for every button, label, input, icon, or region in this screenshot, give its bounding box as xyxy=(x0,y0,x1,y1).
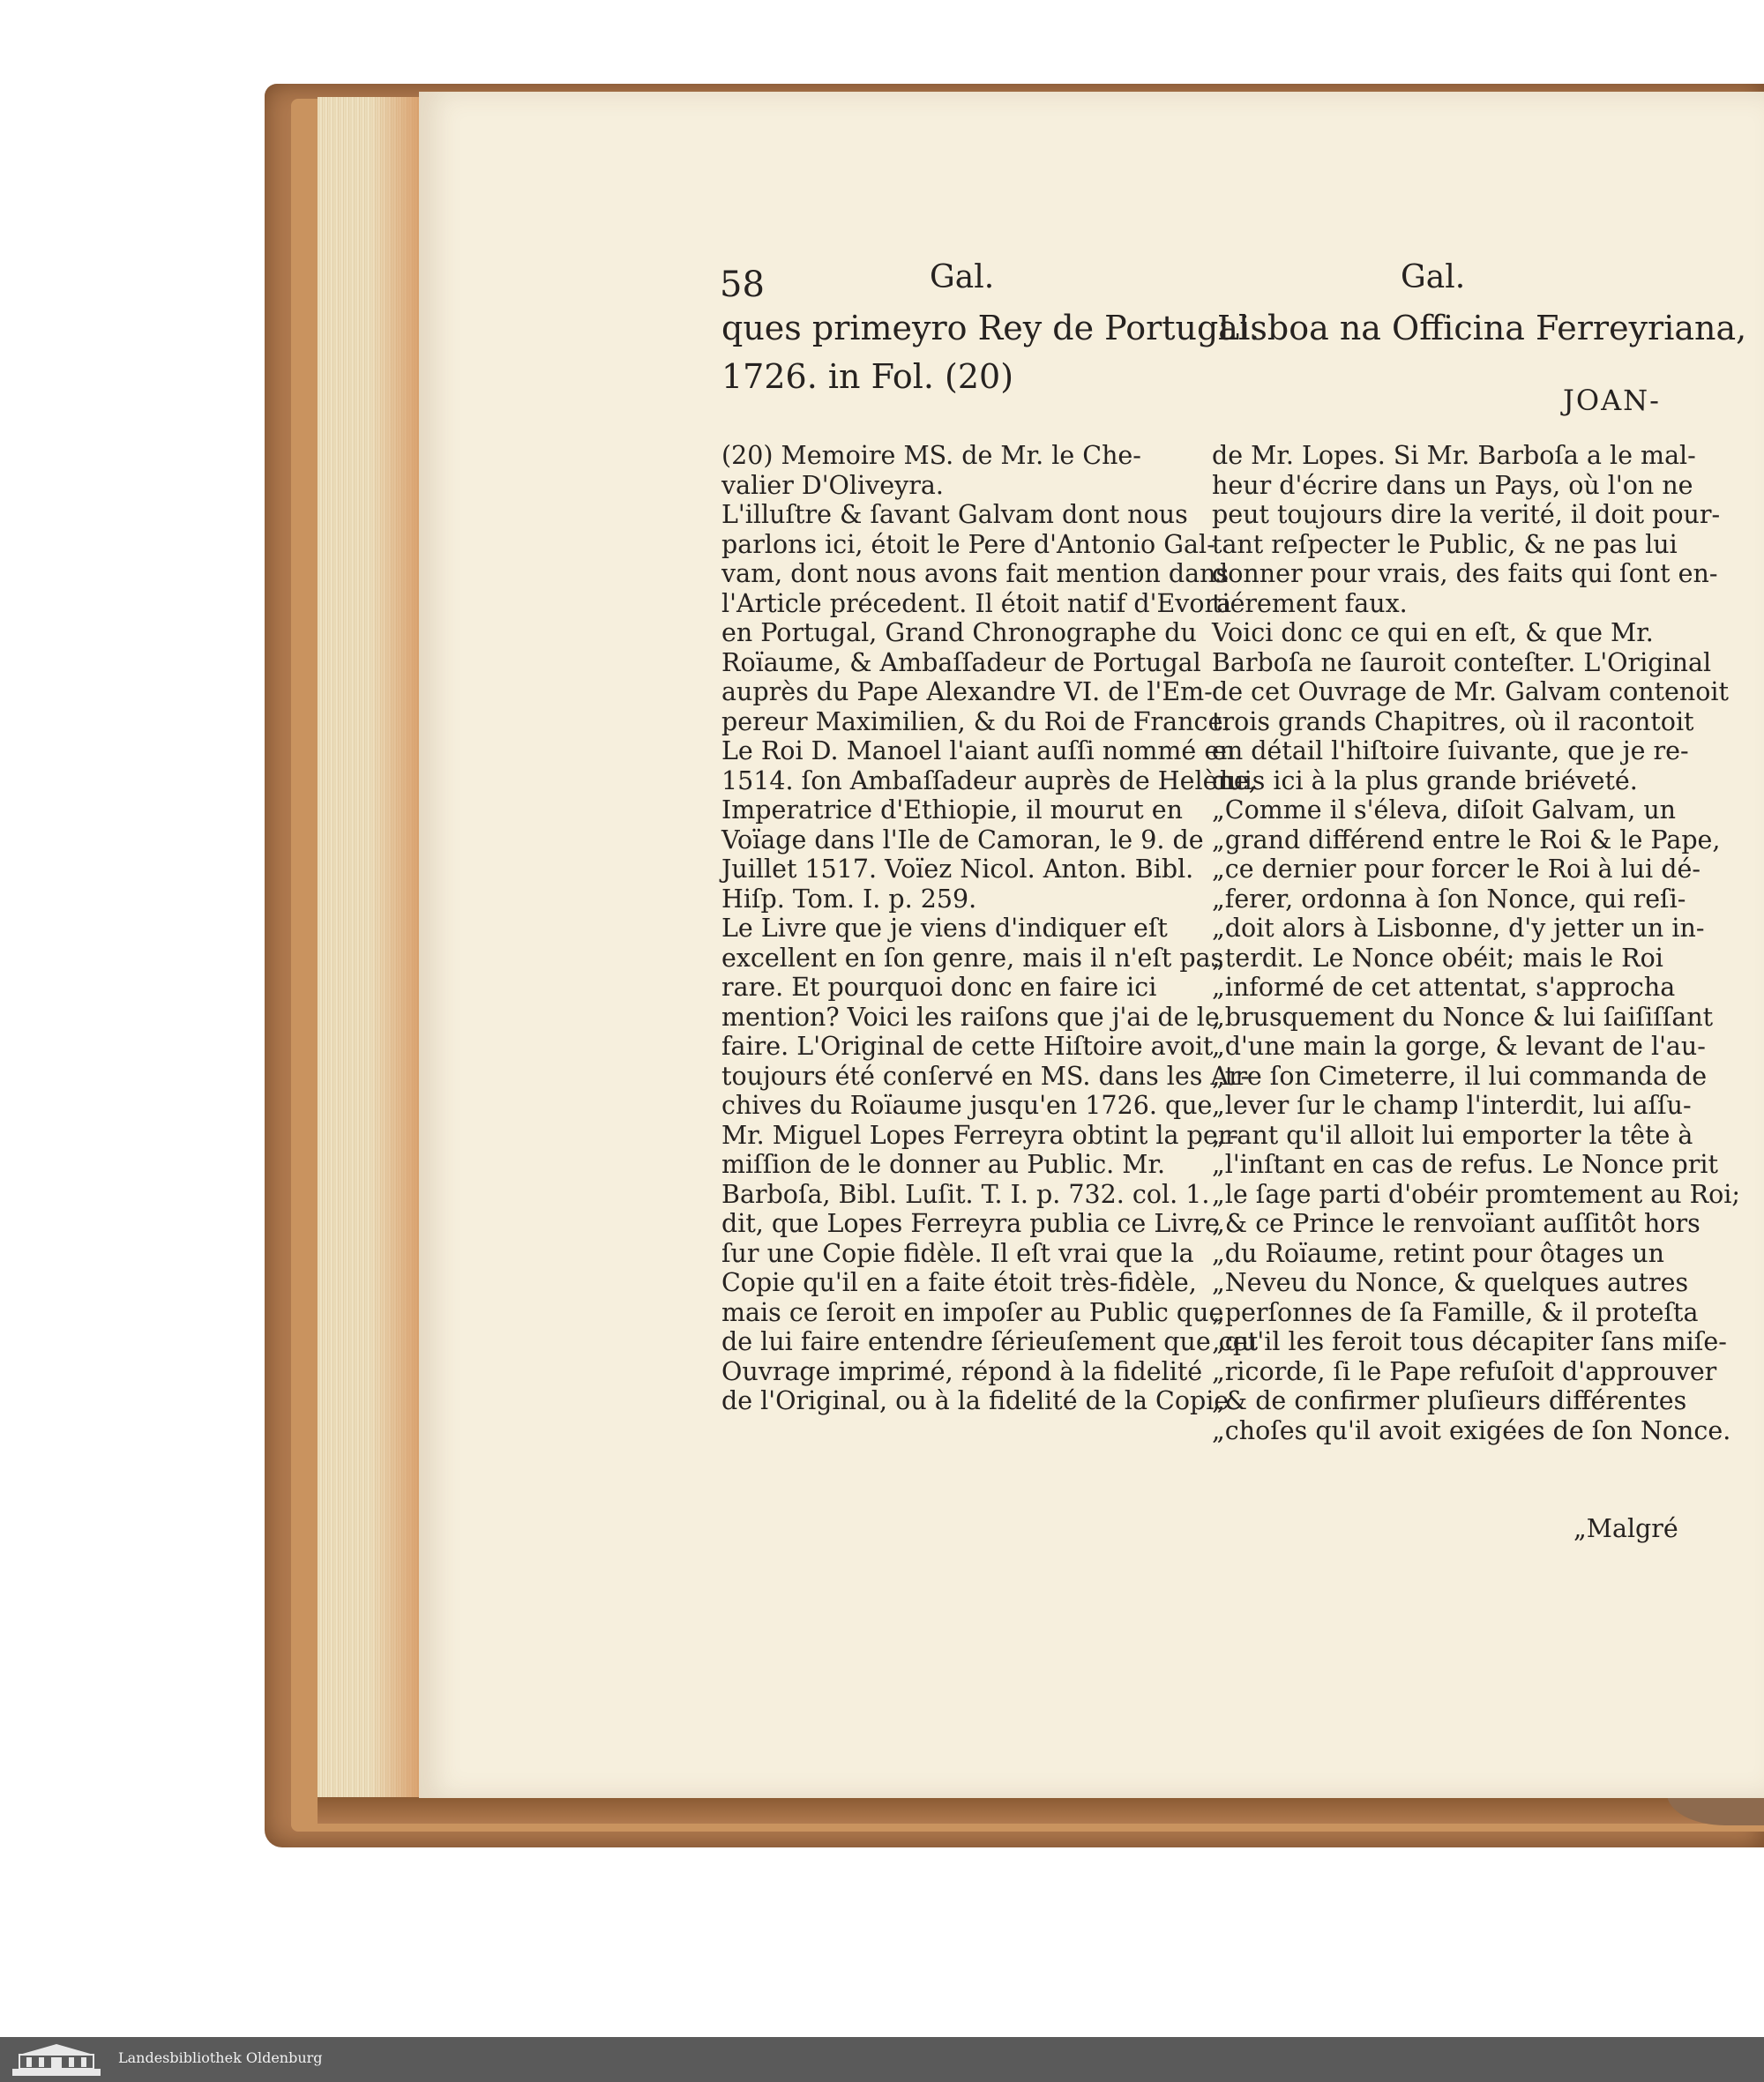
text-line: toujours été conſervé en MS. dans les Ar- xyxy=(721,1061,1250,1091)
text-line: „perſonnes de ſa Famille, & il proteſta xyxy=(1212,1297,1699,1327)
text-line: de l'Original, ou à la fidelité de la Copie xyxy=(721,1386,1230,1415)
text-line: vam, dont nous avons fait mention dans xyxy=(721,559,1230,588)
text-line: Juillet 1517. Voïez Nicol. Anton. Bibl. xyxy=(721,854,1194,884)
text-line: mais ce ſeroit en impoſer au Public que xyxy=(721,1297,1224,1327)
text-line: parlons ici, étoit le Pere d'Antonio Gal- xyxy=(721,529,1215,559)
text-line: Barboſa, Bibl. Luſit. T. I. p. 732. col. 1. xyxy=(721,1179,1210,1209)
text-line: de Mr. Lopes. Si Mr. Barboſa a le mal- xyxy=(1212,441,1696,470)
text-line: „Neveu du Nonce, & quelques autres xyxy=(1212,1268,1689,1297)
text-line: „l'inſtant en cas de refus. Le Nonce prit xyxy=(1212,1150,1718,1179)
cover-bottom-edge xyxy=(318,1797,1764,1824)
running-head-left: Gal. xyxy=(930,259,995,295)
library-footer-bar xyxy=(0,2037,1764,2082)
text-line: „le ſage parti d'obéir promtement au Roi; xyxy=(1212,1179,1741,1209)
text-line: valier D'Oliveyra. xyxy=(721,470,944,500)
text-line: mention? Voici les raiſons que j'ai de le xyxy=(721,1002,1220,1032)
text-line: Mr. Miguel Lopes Ferreyra obtint la per- xyxy=(721,1120,1238,1150)
text-line: „Comme il s'éleva, diſoit Galvam, un xyxy=(1212,795,1677,825)
text-line: chives du Roïaume jusqu'en 1726. que xyxy=(721,1091,1213,1120)
text-line: heur d'écrire dans un Pays, où l'on ne xyxy=(1212,470,1693,500)
text-line: de lui faire entendre ſérieuſement que cet xyxy=(721,1327,1259,1356)
text-line: „ce dernier pour forcer le Roi à lui dé- xyxy=(1212,854,1700,884)
text-line: „grand différend entre le Roi & le Pape, xyxy=(1212,825,1721,854)
text-line: „informé de cet attentat, s'approcha xyxy=(1212,973,1676,1002)
text-line: peut toujours dire la verité, il doit pour- xyxy=(1212,500,1721,529)
text-line: Hiſp. Tom. I. p. 259. xyxy=(721,884,977,914)
text-line: „ricorde, ſi le Pape refuſoit d'approuver xyxy=(1212,1356,1717,1386)
text-line: „qu'il les feroit tous décapiter ſans miſe- xyxy=(1212,1327,1727,1356)
text-line: Copie qu'il en a faite étoit très-fidèle, xyxy=(721,1268,1197,1297)
text-line: Voici donc ce qui en eſt, & que Mr. xyxy=(1212,618,1654,647)
text-line: „du Roïaume, retint pour ôtages un xyxy=(1212,1238,1664,1268)
title-line-2: 1726. in Fol. (20) xyxy=(721,357,1014,396)
text-line: tiérement faux. xyxy=(1212,588,1408,618)
text-line: miſſion de le donner au Public. Mr. xyxy=(721,1150,1166,1179)
text-line: „doit alors à Lisbonne, d'y jetter un in- xyxy=(1212,914,1705,943)
text-line: „tre ſon Cimeterre, il lui commanda de xyxy=(1212,1061,1708,1091)
text-line: en détail l'hiſtoire ſuivante, que je re- xyxy=(1212,736,1689,765)
text-line: Ouvrage imprimé, répond à la fidelité xyxy=(721,1356,1203,1386)
text-line: „choſes qu'il avoit exigées de ſon Nonce. xyxy=(1212,1415,1731,1445)
text-line: faire. L'Original de cette Hiſtoire avoit xyxy=(721,1032,1214,1061)
text-line: rare. Et pourquoi donc en faire ici xyxy=(721,973,1157,1002)
right-column xyxy=(1212,441,1741,1445)
text-line: pereur Maximilien, & du Roi de France. xyxy=(721,706,1231,736)
text-line: „terdit. Le Nonce obéit; mais le Roi xyxy=(1212,943,1663,973)
text-line: Imperatrice d'Ethiopie, il mourut en xyxy=(721,795,1183,825)
text-line: Le Livre que je viens d'indiquer eſt xyxy=(721,914,1168,943)
text-line: (20) Memoire MS. de Mr. le Che- xyxy=(721,441,1141,470)
text-line: tant reſpecter le Public, & ne pas lui xyxy=(1212,529,1678,559)
page-edge-shade xyxy=(370,97,423,1799)
text-line: auprès du Pape Alexandre VI. de l'Em- xyxy=(721,677,1213,706)
text-line: Roïaume, & Ambaſſadeur de Portugal xyxy=(721,647,1201,677)
text-line: l'Article précedent. Il étoit natif d'Evora xyxy=(721,588,1232,618)
text-line: L'illuſtre & ſavant Galvam dont nous xyxy=(721,500,1188,529)
library-building-icon xyxy=(11,2042,103,2078)
text-line: en Portugal, Grand Chronographe du xyxy=(721,618,1197,647)
text-line: excellent en ſon genre, mais il n'eſt pas xyxy=(721,943,1224,973)
text-line: „rant qu'il alloit lui emporter la tête à xyxy=(1212,1120,1693,1150)
library-name: Landesbibliothek Oldenburg xyxy=(118,2049,323,2066)
text-line: ſur une Copie fidèle. Il eſt vrai que la xyxy=(721,1238,1194,1268)
catch-word-top: JOAN- xyxy=(1563,384,1661,417)
running-head-right: Gal. xyxy=(1401,259,1466,295)
title-line-3: Lisboa na Officina Ferreyriana, xyxy=(1217,309,1747,347)
text-line: „& ce Prince le renvoïant auſſitôt hors xyxy=(1212,1209,1700,1238)
left-column xyxy=(721,441,1259,1416)
text-line: duis ici à la plus grande briéveté. xyxy=(1212,765,1638,795)
text-line: de cet Ouvrage de Mr. Galvam contenoit xyxy=(1212,677,1730,706)
page-number: 58 xyxy=(720,265,765,305)
catchword-bottom: „Malgré xyxy=(1573,1514,1678,1543)
text-line: „brusquement du Nonce & lui ſaiſiſſant xyxy=(1212,1002,1714,1032)
text-line: „ferer, ordonna à ſon Nonce, qui reſi- xyxy=(1212,884,1686,914)
text-line: Barboſa ne ſauroit conteſter. L'Original xyxy=(1212,647,1712,677)
text-line: donner pour vrais, des faits qui ſont en- xyxy=(1212,559,1718,588)
title-line-1: ques primeyro Rey de Portugal. xyxy=(721,309,1260,347)
text-line: Le Roi D. Manoel l'aiant auſſi nommé en xyxy=(721,736,1236,765)
text-line: 1514. ſon Ambaſſadeur auprès de Helène, xyxy=(721,765,1257,795)
text-line: „lever ſur le champ l'interdit, lui aſſu- xyxy=(1212,1091,1692,1120)
text-line: „& de confirmer pluſieurs différentes xyxy=(1212,1386,1687,1415)
text-line: „d'une main la gorge, & levant de l'au- xyxy=(1212,1032,1706,1061)
text-line: Voïage dans l'Ile de Camoran, le 9. de xyxy=(721,825,1204,854)
text-line: trois grands Chapitres, où il racontoit xyxy=(1212,706,1694,736)
text-line: dit, que Lopes Ferreyra publia ce Livre xyxy=(721,1209,1220,1238)
